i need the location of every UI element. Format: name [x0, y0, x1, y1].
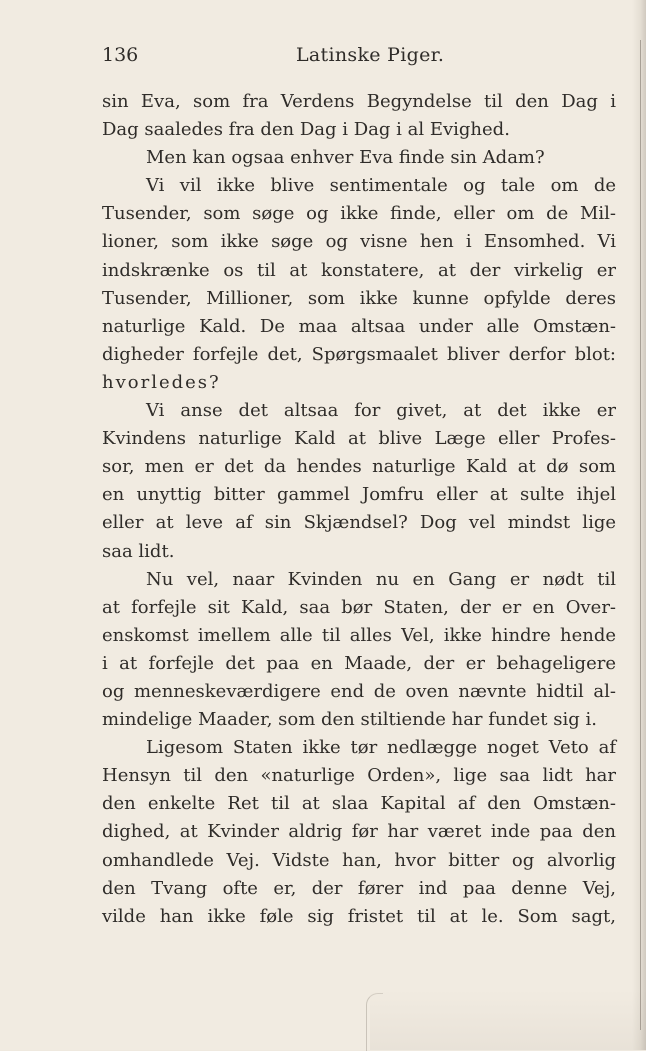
text-line: sin Eva, som fra Verdens Begyndelse til den Dag i	[102, 91, 616, 112]
text-line: Ligesom Staten ikke tør nedlægge noget Veto af	[146, 737, 616, 759]
text-line: digheder forfejle det, Spørgsmaalet bliver derfor blot:	[102, 343, 616, 365]
page-bottom-shadow	[370, 990, 646, 1050]
page-corner-curl	[366, 993, 383, 1051]
text-line: eller at leve af sin Skjændsel? Dog vel mindst lige	[102, 512, 616, 534]
text-line: at forfejle sit Kald, saa bør Staten, der er en Over-	[102, 596, 616, 618]
text-line: sor, men er det da hendes naturlige Kald at dø som	[102, 456, 616, 478]
text-line: Vi vil ikke blive sentimentale og tale om de	[146, 175, 616, 197]
text-line: en unyttig bitter gammel Jomfru eller at sulte ihjel	[102, 484, 616, 506]
page-edge-line	[640, 40, 641, 1030]
text-line: Tusender, som søge og ikke finde, eller om de Mil-	[102, 203, 616, 225]
text-line: saa lidt.	[102, 540, 175, 562]
text-line: Hensyn til den «naturlige Orden», lige saa lidt har	[102, 765, 616, 787]
text-line: enskomst imellem alle til alles Vel, ikke hindre hende	[102, 624, 616, 646]
page-edge-shadow	[632, 0, 646, 1050]
text-line: Nu vel, naar Kvinden nu en Gang er nødt til	[146, 568, 616, 590]
text-line: lioner, som ikke søge og visne hen i Ensomhed. Vi	[102, 231, 616, 253]
text-line: Tusender, Millioner, som ikke kunne opfylde deres	[102, 287, 616, 309]
text-line: den enkelte Ret til at slaa Kapital af den Omstæn-	[102, 793, 616, 815]
text-line: omhandlede Vej. Vidste han, hvor bitter og alvorlig	[102, 849, 616, 871]
text-line: i at forfejle det paa en Maade, der er behageligere	[102, 652, 616, 674]
page-number: 136	[102, 44, 139, 66]
text-line: den Tvang ofte er, der fører ind paa denne Vej,	[102, 877, 616, 899]
text-line: dighed, at Kvinder aldrig før har været inde paa den	[102, 821, 616, 843]
running-title: Latinske Piger.	[296, 44, 445, 66]
text-line: hvorledes?	[102, 371, 221, 393]
text-line: Men kan ogsaa enhver Eva finde sin Adam?	[146, 147, 545, 169]
text-line: Dag saaledes fra den Dag i Dag i al Evighed.	[102, 119, 510, 141]
text-line: Kvindens naturlige Kald at blive Læge eller Profes-	[102, 428, 616, 450]
body-text	[102, 88, 616, 931]
text-line: indskrænke os til at konstatere, at der virkelig er	[102, 259, 616, 281]
text-line: mindelige Maader, som den stiltiende har fundet sig i.	[102, 709, 597, 731]
page-header	[102, 40, 502, 70]
text-line: vilde han ikke føle sig fristet til at le. Som sagt,	[102, 905, 616, 927]
text-line: og menneskeværdigere end de oven nævnte hidtil al-	[102, 680, 616, 702]
text-line: Vi anse det altsaa for givet, at det ikke er	[146, 400, 616, 422]
text-line: naturlige Kald. De maa altsaa under alle Omstæn-	[102, 315, 616, 337]
